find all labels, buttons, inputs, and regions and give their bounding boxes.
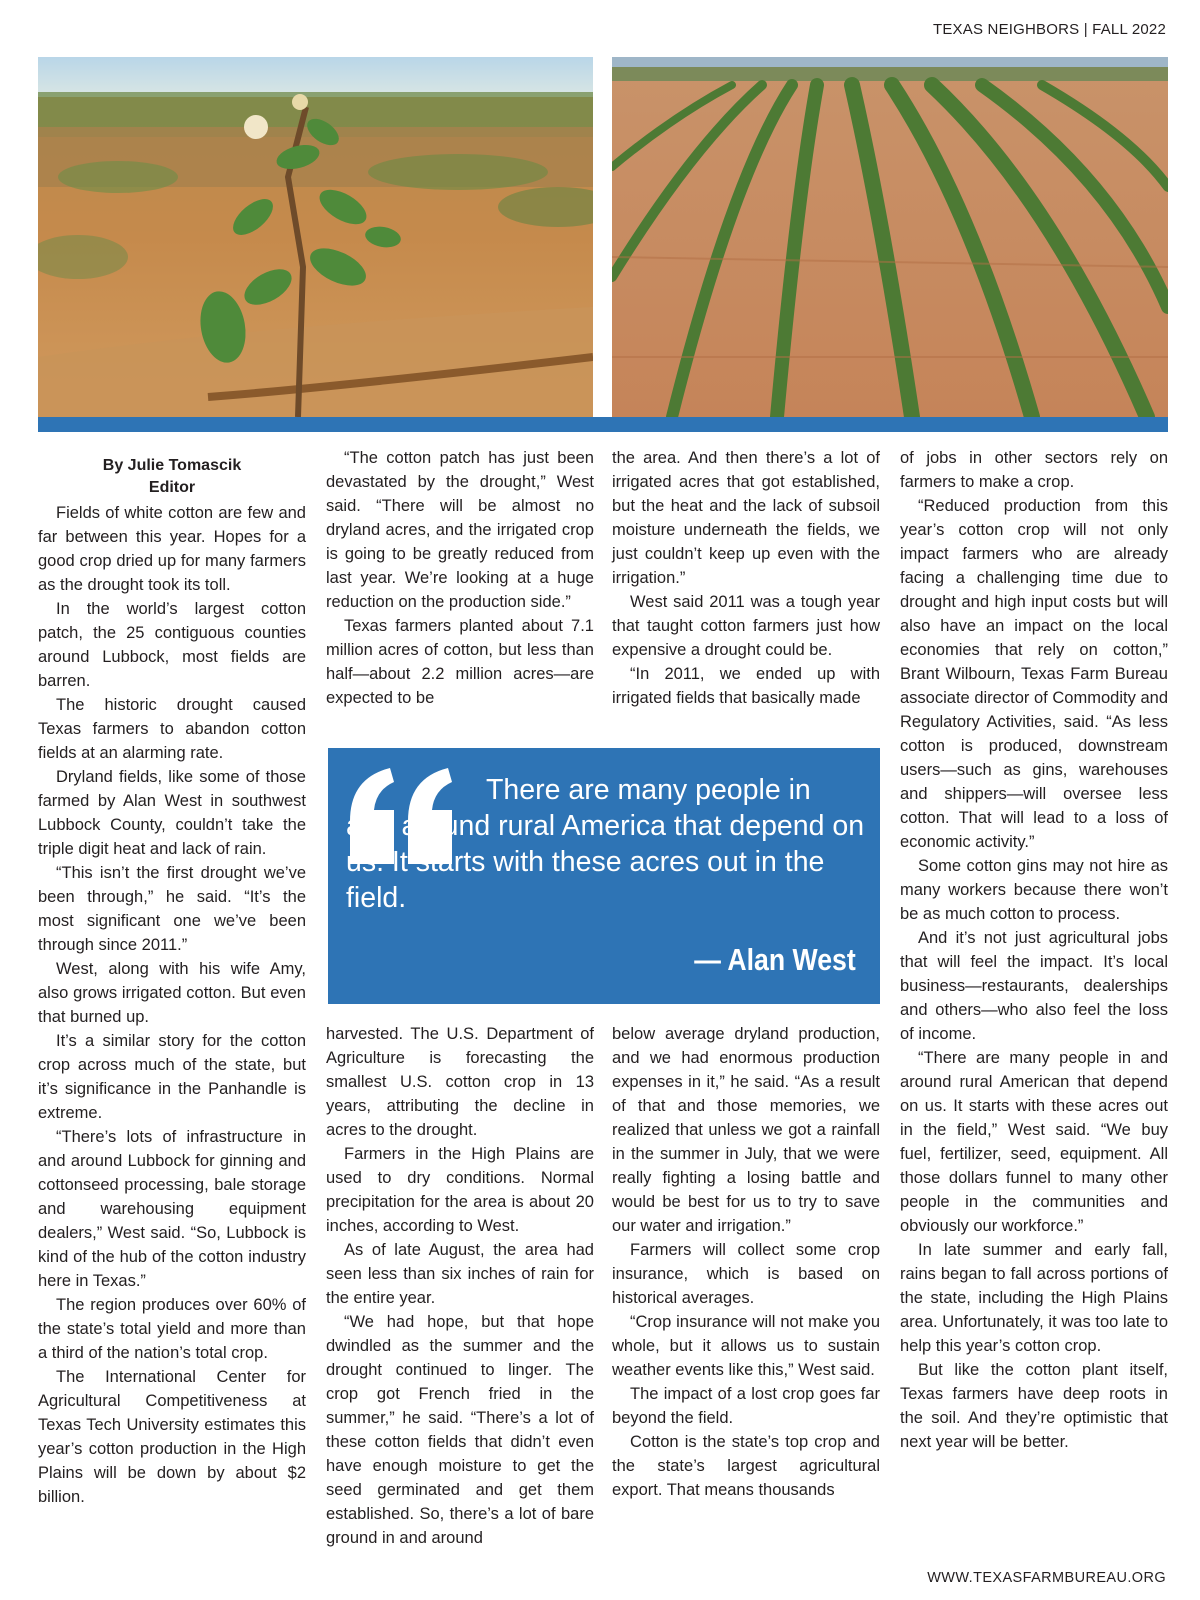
byline-role: Editor xyxy=(148,479,196,496)
paragraph: “In 2011, we ended up with irrigated fields that basically made xyxy=(612,665,880,707)
paragraph: Farmers in the High Plains are used to dry conditions. Normal precipitation for the area is about 20 inches, according to West. xyxy=(326,1145,594,1235)
paragraph: “We had hope, but that hope dwindled as the summer and the drought continued to linger. The crop got French fried in the summer,” he said. “There’s a lot of these cotton fields that didn’t even have enough moisture to get the seed germinated and get them established. So, there’s a lot of bare ground in and around xyxy=(326,1313,594,1547)
paragraph: “There’s lots of infrastructure in and around Lubbock for ginning and cottonseed processing, bale storage and warehousing equipment dealers,” West said. “So, Lubbock is kind of the hub of the cotton industry here in Texas.” xyxy=(38,1128,306,1290)
footer-url: WWW.TEXASFARMBUREAU.ORG xyxy=(927,1570,1166,1586)
paragraph: “The cotton patch has just been devastated by the drought,” West said. “There will be almost no dryland acres, and the irrigated crop is going to be greatly reduced from last year. We’re looking at a huge reduction on the production side.” xyxy=(326,449,594,611)
byline-author: By Julie Tomascik xyxy=(102,457,242,474)
paragraph: And it’s not just agricultural jobs that will feel the impact. It’s local business—restaurants, dealerships and others—who also feel the loss of income. xyxy=(900,929,1168,1043)
issue-header: TEXAS NEIGHBORS | FALL 2022 xyxy=(932,21,1166,38)
article-column-4 xyxy=(900,446,1168,1454)
paragraph: The International Center for Agricultural Competitiveness at Texas Tech University estimates this year’s cotton production in the High Plains will be down by about $2 billion. xyxy=(38,1368,306,1506)
paragraph: of jobs in other sectors rely on farmers to make a crop. xyxy=(900,449,1168,491)
paragraph: “Reduced production from this year’s cotton crop will not only impact farmers who are already facing a challenging time due to drought and high input costs but will also have an impact on the local economies that rely on cotton,” Brant Wilbourn, Texas Farm Bureau associate director of Commodity and Regulatory Activities, said. “As less cotton is produced, downstream users—such as gins, warehouses and shippers—will oversee less cotton. That will lead to a loss of economic activity.” xyxy=(900,497,1168,851)
paragraph: Farmers will collect some crop insurance, which is based on historical averages. xyxy=(612,1241,880,1307)
pull-quote-text: There are many people in and around rural America that depend on us. It starts with these acres out in the field. xyxy=(346,774,865,914)
paragraph: But like the cotton plant itself, Texas farmers have deep roots in the soil. And they’re optimistic that next year will be better. xyxy=(900,1361,1168,1451)
paragraph: West said 2011 was a tough year that taught cotton farmers just how expensive a drought could be. xyxy=(612,593,880,659)
pull-quote-attribution: — Alan West xyxy=(694,942,856,977)
paragraph: As of late August, the area had seen less than six inches of rain for the entire year. xyxy=(326,1241,594,1307)
paragraph: below average dryland production, and we had enormous production expenses in it,” he said. “As a result of that and those memories, we realized that unless we got a rainfall in the summer in July, that we were really fighting a losing battle and would be best for us to try to save our water and irrigation.” xyxy=(612,1025,880,1235)
paragraph: Dryland fields, like some of those farmed by Alan West in southwest Lubbock County, couldn’t take the triple digit heat and lack of rain. xyxy=(38,768,306,858)
article-column-2-top xyxy=(326,446,594,710)
paragraph: “This isn’t the first drought we’ve been through,” he said. “It’s the most significant one we’ve been through since 2011.” xyxy=(38,864,306,954)
paragraph: Some cotton gins may not hire as many workers because there won’t be as much cotton to process. xyxy=(900,857,1168,923)
blue-divider xyxy=(38,417,1168,432)
byline xyxy=(38,455,306,499)
article-column-2-bottom xyxy=(326,1022,594,1550)
paragraph: “There are many people in and around rural American that depend on us. It starts with these acres out in the field,” West said. “We buy fuel, fertilizer, seed, equipment. All those dollars funnel to many other people in the communities and obviously our workforce.” xyxy=(900,1049,1168,1235)
article-column-3-top xyxy=(612,446,880,710)
paragraph: In the world’s largest cotton patch, the 25 contiguous counties around Lubbock, most fields are barren. xyxy=(38,600,306,690)
cotton-field-photo xyxy=(612,57,1168,417)
paragraph: The impact of a lost crop goes far beyond the field. xyxy=(612,1385,880,1427)
article-column-3-bottom xyxy=(612,1022,880,1502)
article-column-1 xyxy=(38,455,306,1509)
cotton-plant-photo xyxy=(38,57,593,417)
paragraph: the area. And then there’s a lot of irrigated acres that got established, but the heat and the lack of subsoil moisture underneath the fields, we just couldn’t keep up even with the irrigation.” xyxy=(612,449,880,587)
paragraph: West, along with his wife Amy, also grows irrigated cotton. But even that burned up. xyxy=(38,960,306,1026)
pull-quote xyxy=(328,748,880,1004)
paragraph: In late summer and early fall, rains began to fall across portions of the state, including the High Plains area. Unfortunately, it was too late to help this year’s cotton crop. xyxy=(900,1241,1168,1355)
paragraph: Cotton is the state’s top crop and the state’s largest agricultural export. That means thousands xyxy=(612,1433,880,1499)
paragraph: It’s a similar story for the cotton crop across much of the state, but it’s significance in the Panhandle is extreme. xyxy=(38,1032,306,1122)
paragraph: The historic drought caused Texas farmers to abandon cotton fields at an alarming rate. xyxy=(38,696,306,762)
paragraph: The region produces over 60% of the state’s total yield and more than a third of the nation’s total crop. xyxy=(38,1296,306,1362)
paragraph: harvested. The U.S. Department of Agriculture is forecasting the smallest U.S. cotton crop in 13 years, attributing the decline in acres to the drought. xyxy=(326,1025,594,1139)
paragraph: Texas farmers planted about 7.1 million acres of cotton, but less than half—about 2.2 million acres—are expected to be xyxy=(326,617,594,707)
paragraph: Fields of white cotton are few and far between this year. Hopes for a good crop dried up for many farmers as the drought took its toll. xyxy=(38,504,306,594)
paragraph: “Crop insurance will not make you whole, but it allows us to sustain weather events like this,” West said. xyxy=(612,1313,880,1379)
